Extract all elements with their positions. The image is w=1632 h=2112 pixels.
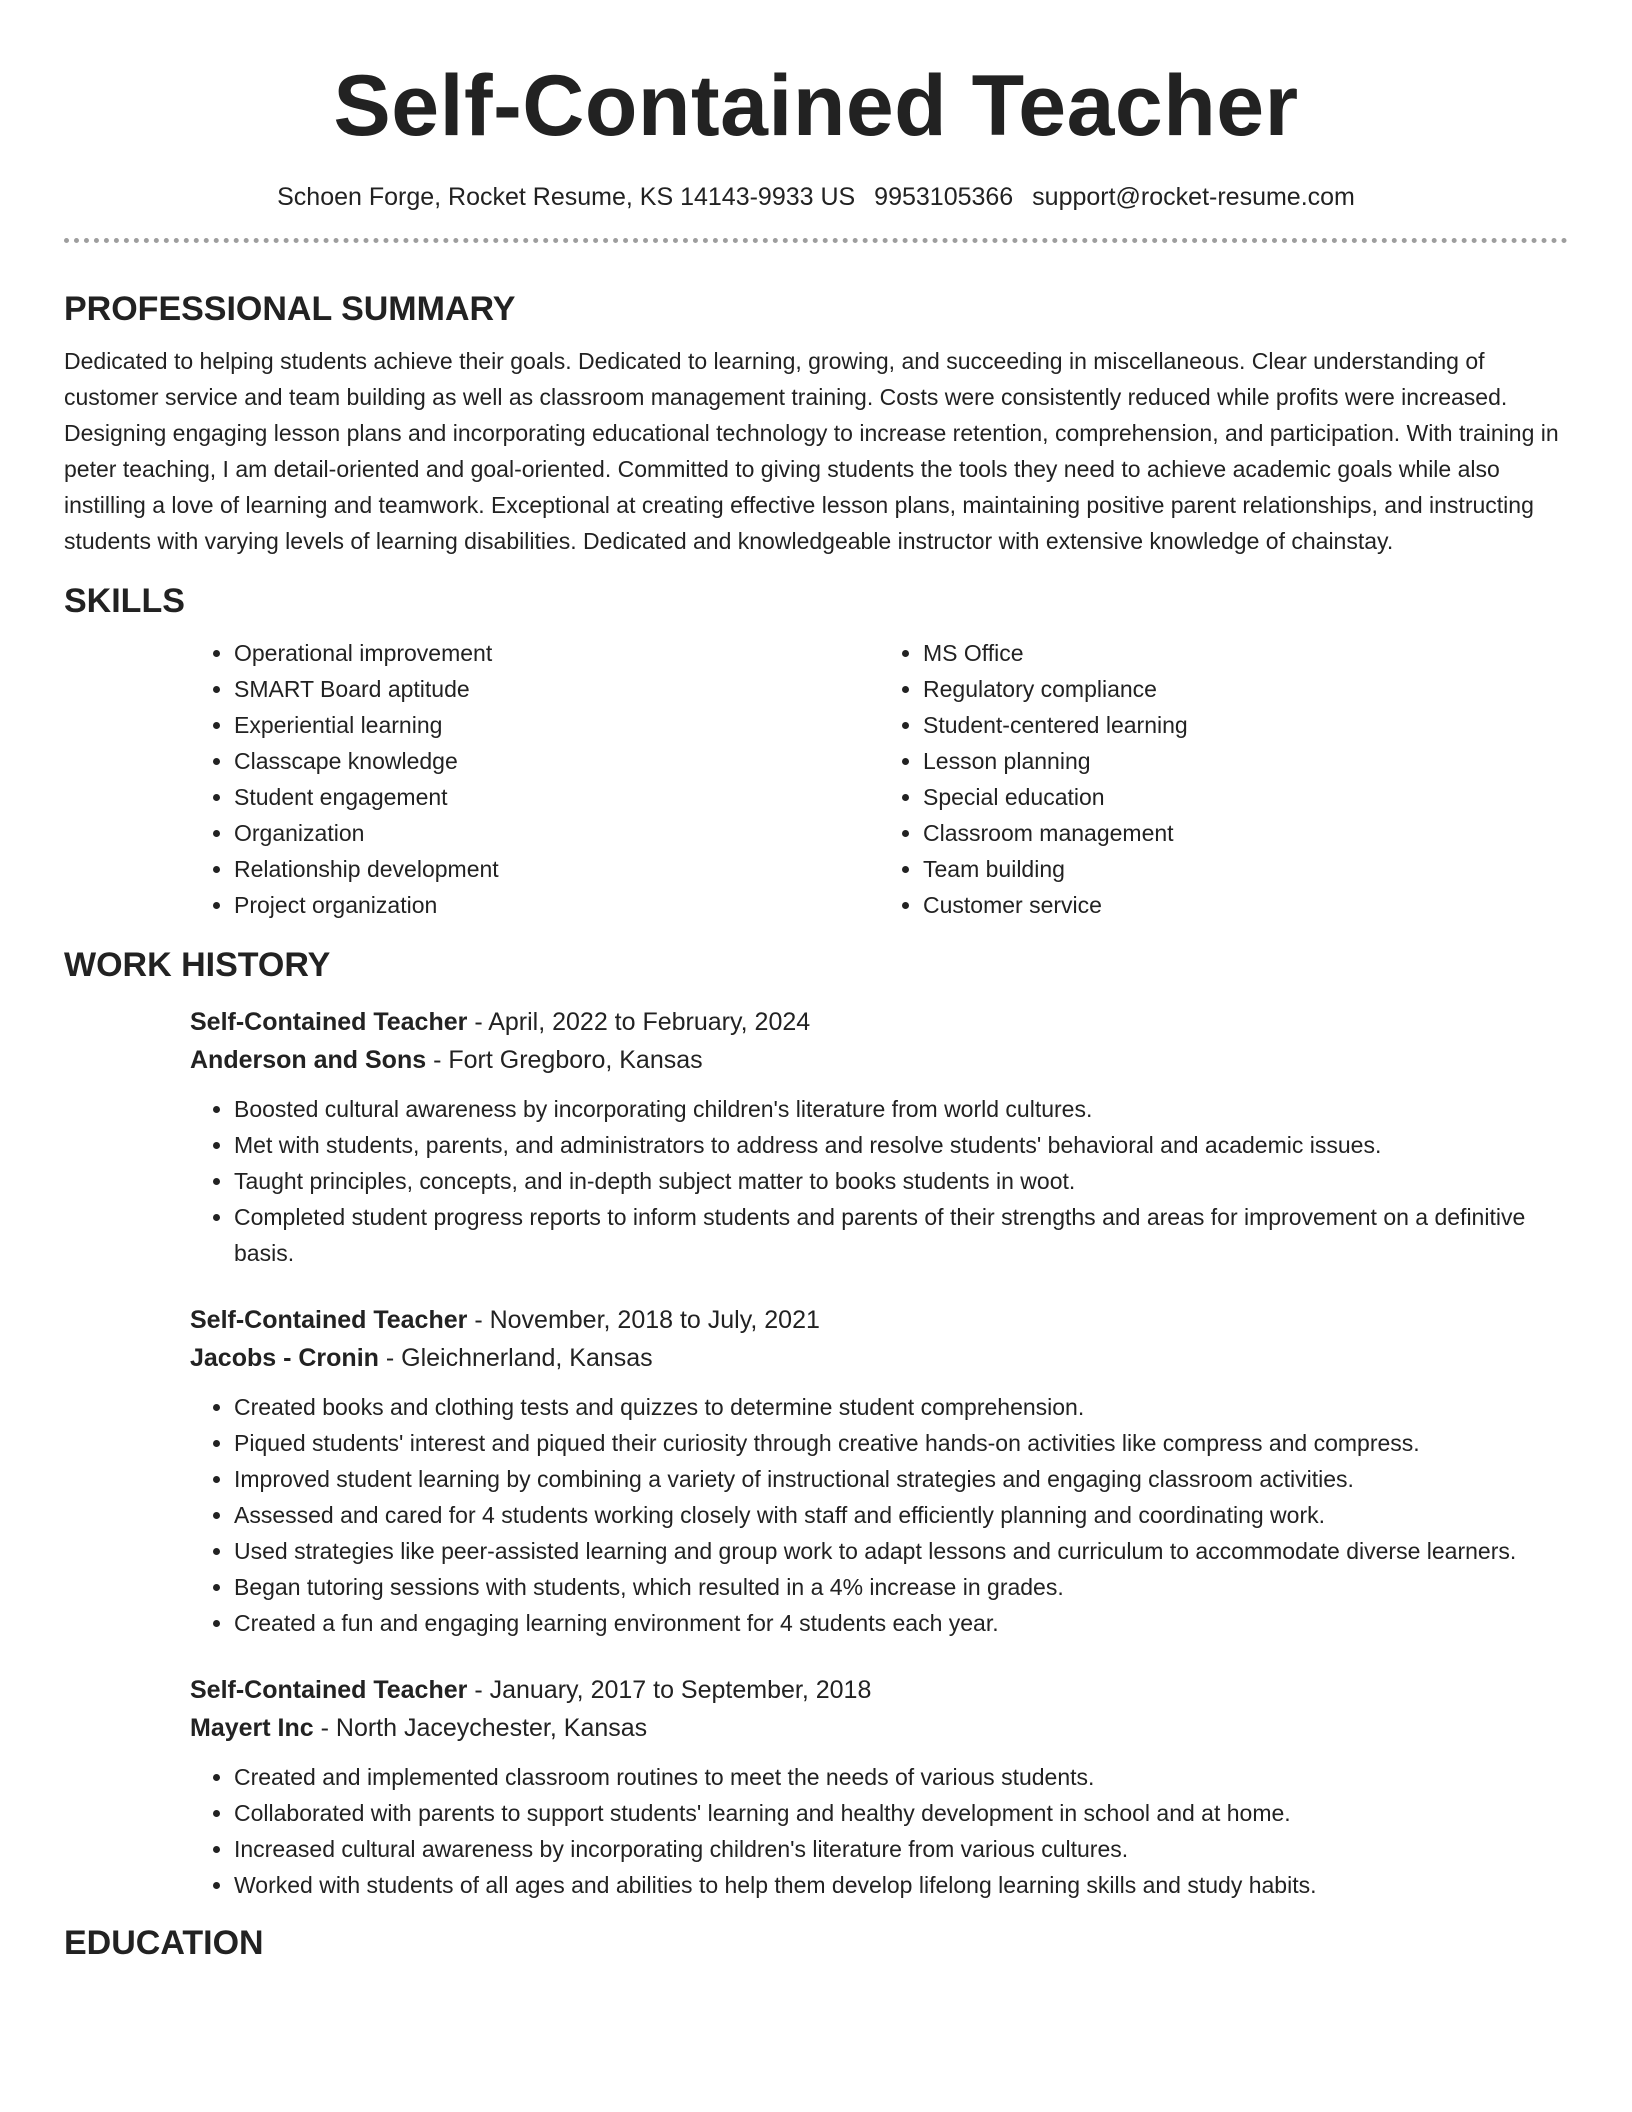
job-bullets — [190, 1091, 1568, 1271]
skill-item: • Special education — [923, 779, 1568, 815]
skill-item: • Classcape knowledge — [234, 743, 879, 779]
skills-heading: SKILLS — [64, 582, 185, 620]
job-entry — [190, 1003, 1568, 1271]
job-entry — [190, 1301, 1568, 1641]
skill-item: • Experiential learning — [234, 707, 879, 743]
skill-item: • Relationship development — [234, 851, 879, 887]
job-bullet: • Created books and clothing tests and quizzes to determine student comprehension. — [234, 1389, 1568, 1425]
job-role: Self-Contained Teacher — [190, 1676, 468, 1704]
skills-column-right — [879, 635, 1568, 923]
job-bullet: • Assessed and cared for 4 students working closely with staff and efficiently planning and coordinating work. — [234, 1497, 1568, 1533]
job-dates: - January, 2017 to September, 2018 — [467, 1676, 872, 1704]
skill-item: • Team building — [923, 851, 1568, 887]
resume-page — [64, 0, 1568, 1963]
job-bullet: • Created a fun and engaging learning environment for 4 students each year. — [234, 1605, 1568, 1641]
job-bullet: • Met with students, parents, and administrators to address and resolve students' behavioral and academic issues. — [234, 1127, 1568, 1163]
skills-column-left — [190, 635, 879, 923]
skill-item: • SMART Board aptitude — [234, 671, 879, 707]
job-bullet: • Taught principles, concepts, and in-depth subject matter to books students in woot. — [234, 1163, 1568, 1199]
job-dates: - November, 2018 to July, 2021 — [467, 1306, 820, 1334]
job-company: Jacobs - Cronin — [190, 1344, 379, 1372]
job-bullet: • Increased cultural awareness by incorporating children's literature from various cultures. — [234, 1831, 1568, 1867]
job-entry — [190, 1671, 1568, 1903]
job-bullet: • Piqued students' interest and piqued their curiosity through creative hands-on activities like compress and compress. — [234, 1425, 1568, 1461]
job-location: - Fort Gregboro, Kansas — [426, 1046, 703, 1074]
job-dates: - April, 2022 to February, 2024 — [467, 1008, 811, 1036]
skill-item: • Student-centered learning — [923, 707, 1568, 743]
job-title-line — [190, 1003, 1568, 1041]
skill-item: • Classroom management — [923, 815, 1568, 851]
skill-item: • Organization — [234, 815, 879, 851]
job-bullets — [190, 1759, 1568, 1903]
job-bullet: • Worked with students of all ages and abilities to help them develop lifelong learning skills and study habits. — [234, 1867, 1568, 1903]
job-company-line — [190, 1041, 1568, 1079]
skill-item: • Student engagement — [234, 779, 879, 815]
job-bullet: • Improved student learning by combining a variety of instructional strategies and engaging classroom activities. — [234, 1461, 1568, 1497]
education-heading: EDUCATION — [64, 1924, 264, 1962]
skill-item: • MS Office — [923, 635, 1568, 671]
contact-line — [64, 182, 1568, 212]
job-bullet: • Completed student progress reports to inform students and parents of their strengths and areas for improvement on a definitive basis. — [234, 1199, 1568, 1271]
contact-address: Schoen Forge, Rocket Resume, KS 14143-9933 US — [277, 183, 856, 211]
summary-heading: PROFESSIONAL SUMMARY — [64, 290, 516, 328]
job-location: - North Jaceychester, Kansas — [313, 1714, 648, 1742]
job-company: Anderson and Sons — [190, 1046, 427, 1074]
resume-name: Self-Contained Teacher — [333, 58, 1299, 154]
job-location: - Gleichnerland, Kansas — [378, 1344, 653, 1372]
skill-item: • Operational improvement — [234, 635, 879, 671]
skill-item: • Regulatory compliance — [923, 671, 1568, 707]
summary-text: Dedicated to helping students achieve their goals. Dedicated to learning, growing, and succeeding in miscellaneous. Clear understanding of customer service and team building as well as classroom management training. Costs were consistently reduced while profits were increased. Designing engaging lesson plans and incorporating educational technology to increase retention, comprehension, and participation. With training in peter teaching, I am detail-oriented and goal-oriented. Committed to giving students the tools they need to achieve academic goals while also instilling a love of learning and teamwork. Exceptional at creating effective lesson plans, maintaining positive parent relationships, and instructing students with varying levels of learning disabilities. Dedicated and knowledgeable instructor with extensive knowledge of chainstay. — [64, 348, 1559, 554]
skill-item: • Lesson planning — [923, 743, 1568, 779]
skill-item: • Project organization — [234, 887, 879, 923]
contact-phone: 9953105366 — [874, 183, 1014, 211]
job-bullet: • Collaborated with parents to support students' learning and healthy development in school and at home. — [234, 1795, 1568, 1831]
job-company-line — [190, 1709, 1568, 1747]
skills-list — [190, 635, 1568, 923]
job-role: Self-Contained Teacher — [190, 1008, 468, 1036]
job-bullet: • Used strategies like peer-assisted learning and group work to adapt lessons and curriculum to accommodate diverse learners. — [234, 1533, 1568, 1569]
job-bullet: • Created and implemented classroom routines to meet the needs of various students. — [234, 1759, 1568, 1795]
job-company: Mayert Inc — [190, 1714, 314, 1742]
job-bullets — [190, 1389, 1568, 1641]
job-company-line — [190, 1339, 1568, 1377]
work-history-heading: WORK HISTORY — [64, 946, 331, 984]
job-bullet: • Began tutoring sessions with students, which resulted in a 4% increase in grades. — [234, 1569, 1568, 1605]
header-divider — [64, 238, 1568, 243]
skill-item: • Customer service — [923, 887, 1568, 923]
contact-email: support@rocket-resume.com — [1032, 183, 1355, 211]
job-title-line — [190, 1671, 1568, 1709]
job-role: Self-Contained Teacher — [190, 1306, 468, 1334]
job-title-line — [190, 1301, 1568, 1339]
job-bullet: • Boosted cultural awareness by incorporating children's literature from world cultures. — [234, 1091, 1568, 1127]
